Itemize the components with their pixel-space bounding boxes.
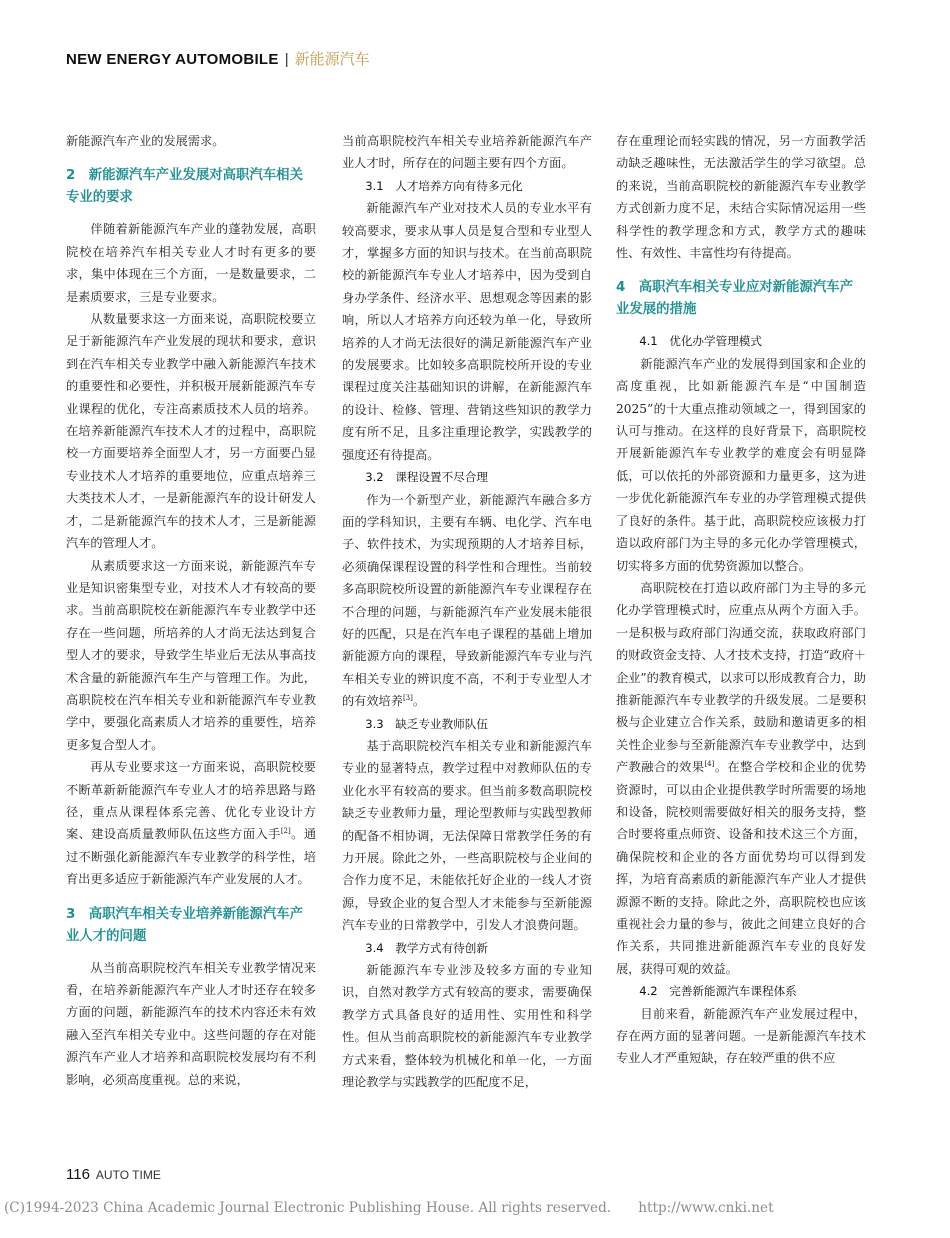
page-footer — [66, 1166, 161, 1184]
citation-ref[interactable]: [3] — [402, 694, 413, 703]
paragraph: 当前高职院校汽车相关专业培养新能源汽车产业人才时，所存在的问题主要有四个方面。 — [342, 134, 592, 171]
paragraph: 从当前高职院校汽车相关专业教学情况来看，在培养新能源汽车产业人才时还存在较多方面的问题，新能源汽车的技术内容还未有效融入至汽车相关专业中。这些问题的存在对能源汽车产业人才培养和高职院校发展均有不利影响，必须高度重视。总的来说， — [66, 960, 316, 1087]
text-run: 。在整合学校和企业的优势资源时，可以由企业提供教学时所需要的场地和设备，院校则需要做好相关的服务支持，整合时要将重点师资、设备和技术这三个方面，确保院校和企业的各方面优势均可以得到发挥，为培育高素质的新能源汽车产业人才提供源源不断的支持。除此之外，高职院校也应该重视社会力量的参与，彼此之间建立良好的合作关系，共同推进新能源汽车专业的良好发展，获得可观的效益。 — [616, 760, 867, 976]
section-heading-3: 3 高职汽车相关专业培养新能源汽车产业人才的问题 — [66, 906, 303, 944]
paragraph: 存在重理论而轻实践的情况，另一方面教学活动缺乏趣味性，无法激活学生的学习欲望。总的来说，当前高职院校的新能源汽车专业教学方式创新力度不足，未结合实际情况运用一些科学性的教学理念和方式，教学方式的趣味性、有效性、丰富性均有待提高。 — [616, 134, 866, 261]
citation-ref[interactable]: [2] — [280, 827, 291, 836]
citation-ref[interactable]: [4] — [704, 760, 715, 769]
subsection-heading-3-3: 3.3 缺乏专业教师队伍 — [365, 716, 488, 731]
paragraph: 从数量要求这一方面来说，高职院校要立足于新能源汽车产业发展的现状和要求，意识到在汽车相关专业教学中融入新能源汽车技术的重要性和必要性，并积极开展新能源汽车专业课程的优化，专注高素质技术人员的培养。在培养新能源汽车技术人才的过程中，高职院校一方面要培养全面型人才，另一方面要凸显专业技术人才培养的重要地位，应重点培养三大类技术人才，一是新能源汽车的设计研发人才，二是新能源汽车的技术人才，三是新能源汽车的管理人才。 — [66, 312, 316, 551]
subsection-heading-3-2: 3.2 课程设置不尽合理 — [365, 470, 488, 485]
column-2 — [342, 130, 592, 1093]
paragraph — [342, 489, 592, 713]
subsection-heading-3-4: 3.4 教学方式有待创新 — [365, 940, 488, 955]
subsection-heading-4-1: 4.1 优化办学管理模式 — [639, 334, 762, 349]
footer-journal-name: AUTO TIME — [95, 1168, 161, 1182]
paragraph: 从素质要求这一方面来说，新能源汽车专业是知识密集型专业，对技术人才有较高的要求。当前高职院校在新能源汽车专业教学中还存在一些问题，所培养的人才尚无法达到复合型人才的要求，导致学生毕业后无法从事高技术含量的新能源汽车生产与管理工作。为此，高职院校在汽车相关专业和新能源汽车专业教学中，要强化高素质人才培养的重要性，培养更多复合型人才。 — [66, 558, 316, 752]
paragraph — [616, 577, 866, 980]
text-run: 作为一个新型产业，新能源汽车融合多方面的学科知识，主要有车辆、电化学、汽车电子、软件技术，为实现预期的人才培养目标，必须确保课程设置的科学性和合理性。当前较多高职院校所设置的新能源汽车专业课程存在不合理的问题，与新能源汽车产业发展未能很好的匹配，只是在汽车电子课程的基础上增加新能源方向的课程，导致新能源汽车专业与汽车相关专业的辨识度不高，不利于专业型人才的有效培养 — [342, 492, 592, 709]
copyright-notice: (C)1994-2023 China Academic Journal Electronic Publishing House. All rights reserved. http://www.cnki.net — [4, 1200, 774, 1216]
paragraph: 新能源汽车专业涉及较多方面的专业知识，自然对教学方式有较高的要求，需要确保教学方式具备良好的适用性、实用性和科学性。但从当前高职院校的新能源汽车专业教学方式来看，整体较为机械化和单一化，一方面理论教学与实践教学的匹配度不足， — [342, 963, 592, 1090]
page-number: 116 — [66, 1166, 90, 1183]
paragraph — [66, 756, 316, 890]
paragraph: 伴随着新能源汽车产业的蓬勃发展，高职院校在培养汽车相关专业人才时有更多的要求，集中体现在三个方面，一是数量要求，二是素质要求，三是专业要求。 — [66, 222, 316, 304]
header-separator: | — [284, 51, 289, 68]
text-run: 。通过不断强化新能源汽车专业教学的科学性，培育出更多适应于新能源汽车产业发展的人才。 — [66, 827, 317, 887]
paragraph: 基于高职院校汽车相关专业和新能源汽车专业的显著特点，教学过程中对教师队伍的专业化水平有较高的要求。但当前多数高职院校缺乏专业教师力量，理论型教师与实践型教师的配备不相协调，无法保障日常教学任务的有力开展。除此之外，一些高职院校与企业间的合作力度不足，未能依托好企业的一线人才资源，导致企业的复合型人才未能参与至新能源汽车专业的日常教学中，引发人才浪费问题。 — [342, 738, 592, 933]
text-run: 再从专业要求这一方面来说，高职院校要不断革新新能源汽车专业人才的培养思路与路径，重点从课程体系完善、优化专业设计方案、建设高质量教师队伍这些方面入手 — [66, 760, 316, 842]
text-run: 高职院校在打造以政府部门为主导的多元化办学管理模式时，应重点从两个方面入手。一是积极与政府部门沟通交流，获取政府部门的财政资金支持、人才技术支持，打造“政府＋企业”的教育模式，以求可以形成教育合力，助推新能源汽车专业教学的升级发展。二是要积极与企业建立合作关系，鼓励和邀请更多的相关性企业参与至新能源汽车专业教学中，达到产教融合的效果 — [616, 580, 866, 775]
section-heading-4: 4 高职汽车相关专业应对新能源汽车产业发展的措施 — [616, 280, 853, 318]
journal-title-en: NEW ENERGY AUTOMOBILE — [66, 51, 279, 68]
paragraph: 新能源汽车产业的发展需求。 — [66, 134, 225, 148]
paragraph: 新能源汽车产业的发展得到国家和企业的高度重视，比如新能源汽车是“中国制造2025”的十大重点推动领域之一，得到国家的认可与推动。在这样的良好背景下，高职院校开展新能源汽车专业教学的难度会有明显降低，可以依托的外部资源和力量更多，这为进一步优化新能源汽车专业的办学管理模式提供了良好的条件。基于此，高职院校应该极力打造以政府部门为主导的多元化办学管理模式，切实将多方面的优势资源加以整合。 — [616, 356, 866, 573]
column-3 — [616, 130, 866, 1070]
section-heading-2: 2 新能源汽车产业发展对高职汽车相关专业的要求 — [66, 168, 303, 206]
running-header — [66, 48, 370, 69]
subsection-heading-4-2: 4.2 完善新能源汽车课程体系 — [639, 984, 797, 999]
text-run: 。 — [412, 694, 426, 709]
paragraph: 新能源汽车产业对技术人员的专业水平有较高要求，要求从事人员是复合型和专业型人才，掌握多方面的知识与技术。在当前高职院校的新能源汽车专业人才培养中，因为受到自身办学条件、经济水平、思想观念等因素的影响，所以人才培养方向还较为单一化，导致所培养的人才尚无法很好的满足新能源汽车产业的发展要求。比如较多高职院校所开设的专业课程过度关注基础知识的讲解，在新能源汽车的设计、检修、管理、营销这些知识的教学力度有所不足，且多注重理论教学，实践教学的强度还有待提高。 — [342, 201, 592, 462]
paragraph: 目前来看，新能源汽车产业发展过程中，存在两方面的显著问题。一是新能源汽车技术专业人才严重短缺，存在较严重的供不应 — [616, 1006, 866, 1066]
column-1 — [66, 130, 316, 1091]
subsection-heading-3-1: 3.1 人才培养方向有待多元化 — [365, 178, 523, 193]
journal-title-cn: 新能源汽车 — [294, 51, 370, 68]
